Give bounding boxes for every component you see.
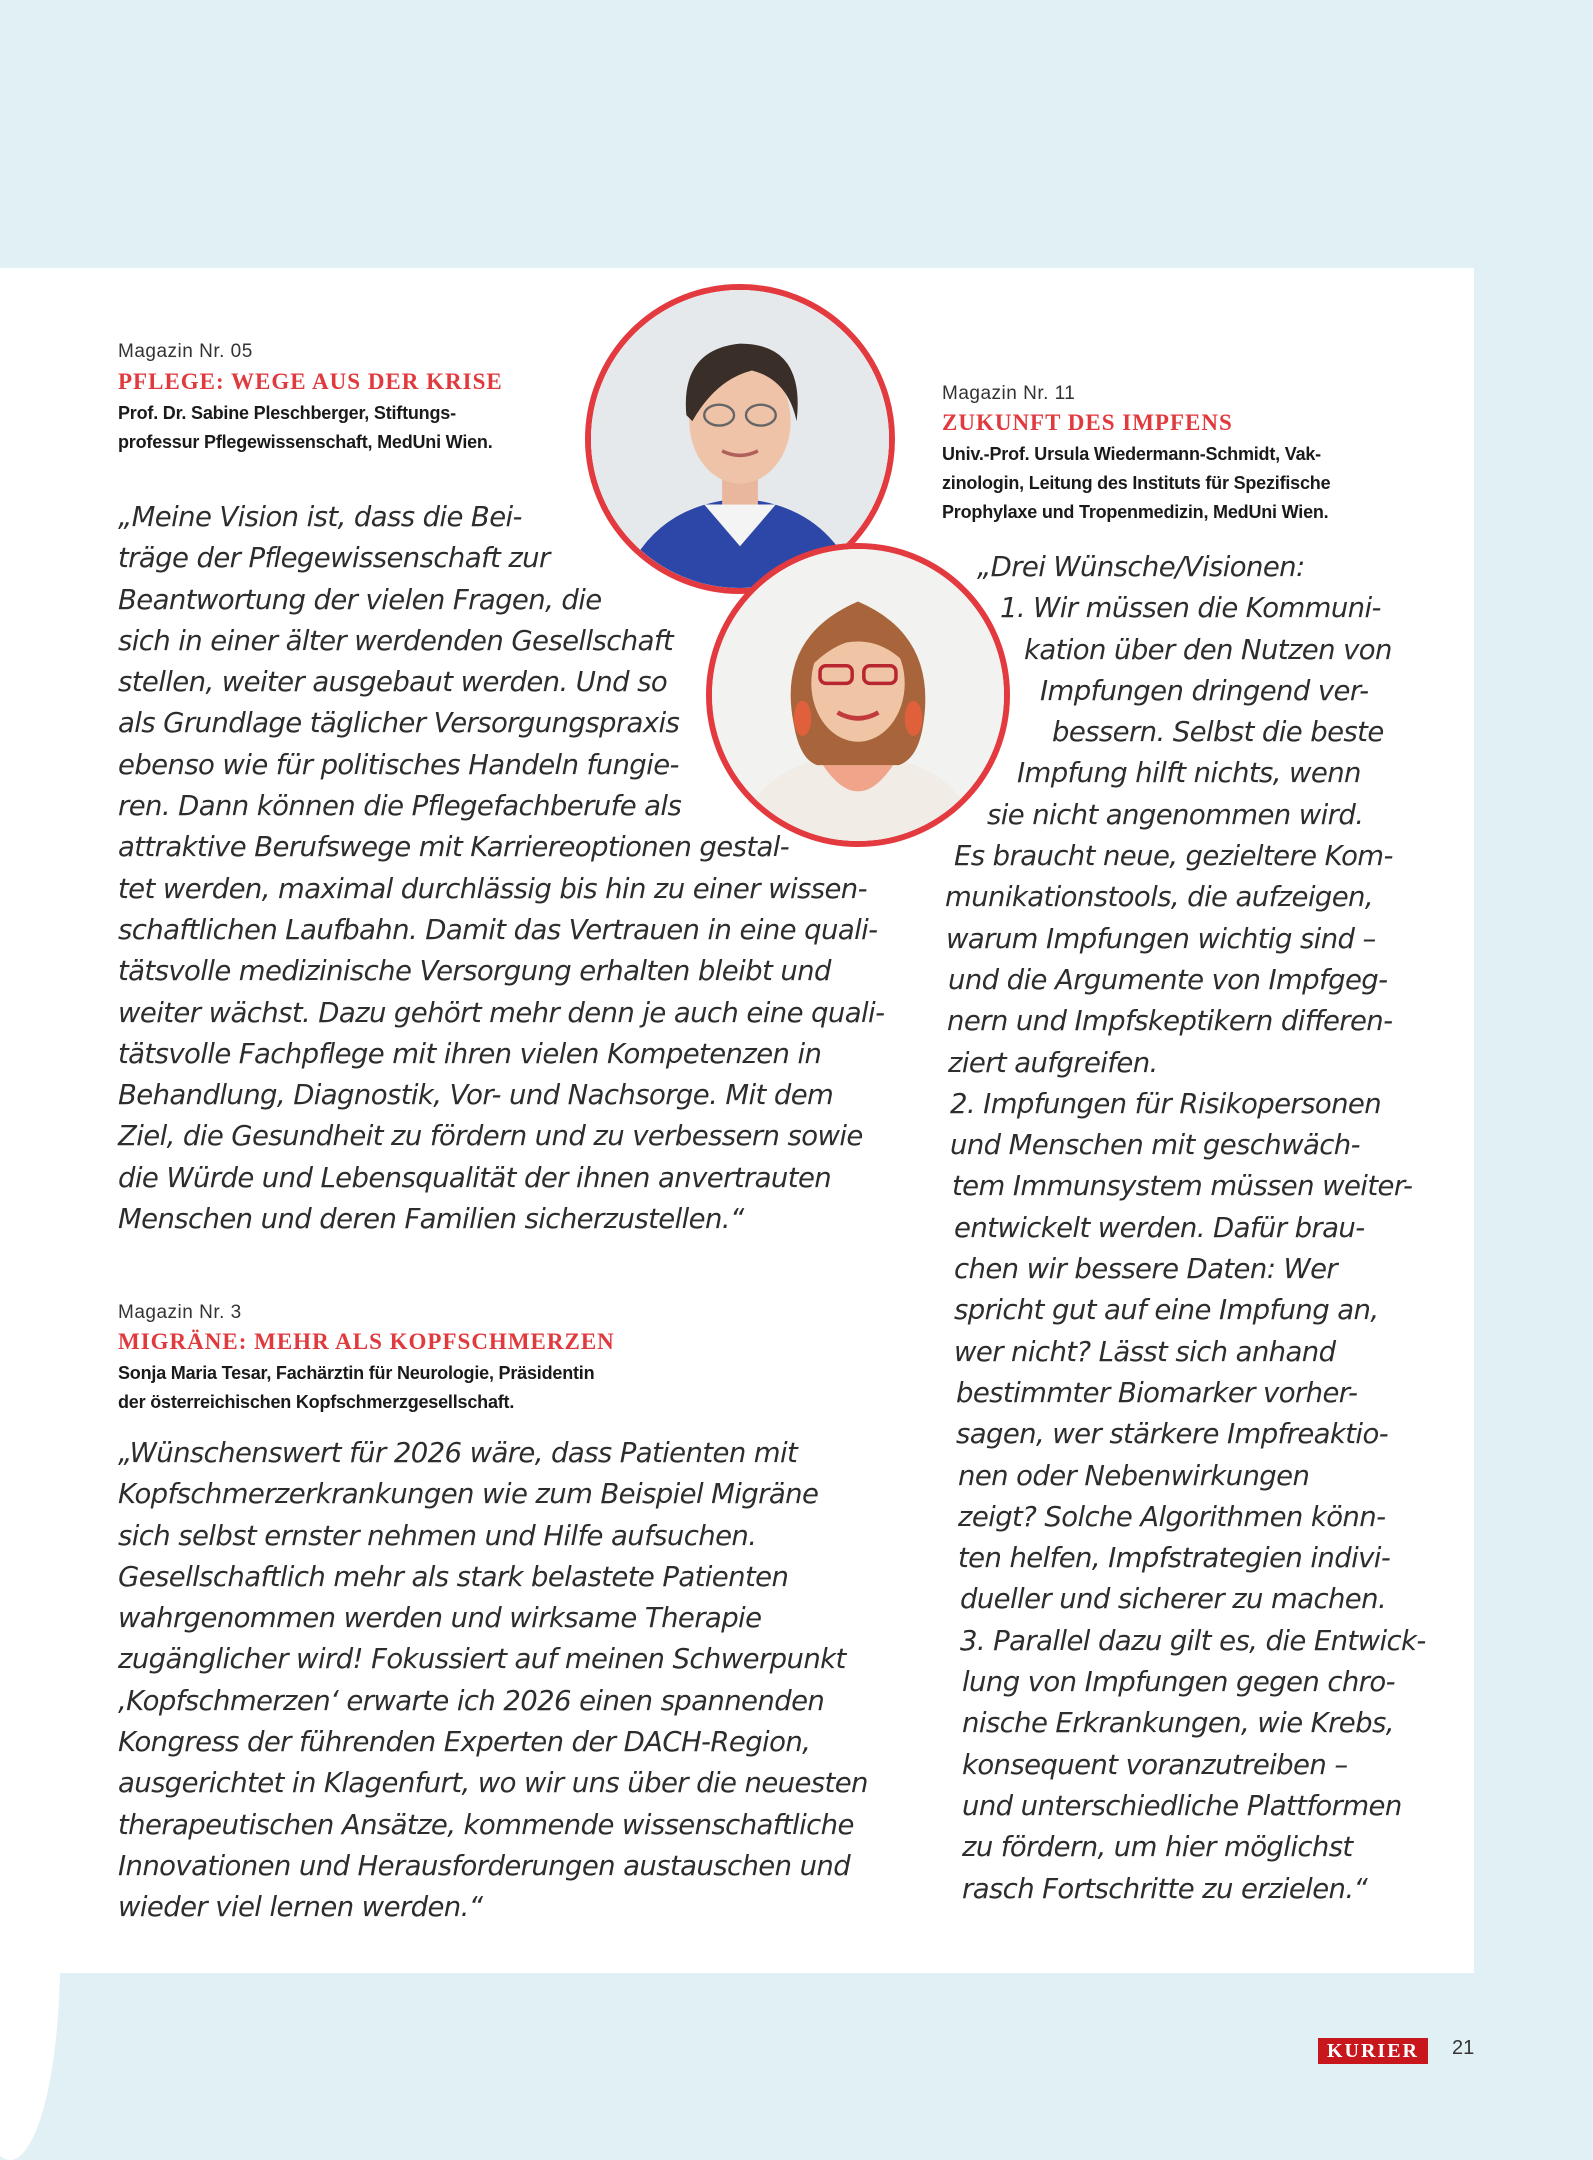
quote-line: „Wünschenswert für 2026 wäre, dass Patienten mit: [118, 1437, 798, 1469]
quote-line: Beantwortung der vielen Fragen, die: [118, 583, 602, 616]
quote-line: ren. Dann können die Pflegefachberufe als: [118, 790, 682, 823]
quote-line: tätsvolle Fachpflege mit ihren vielen Kompetenzen in: [118, 1037, 822, 1070]
quote-line: nern und Impfskeptikern differen-: [947, 1005, 1393, 1038]
quote-line: „Meine Vision ist, dass die Bei-: [118, 501, 522, 533]
quote-line: kation über den Nutzen von: [1024, 633, 1392, 666]
quote-line: konsequent voranzutreiben –: [962, 1748, 1348, 1781]
quote-line: ‚Kopfschmerzen‘ erwarte ich 2026 einen spannenden: [118, 1684, 825, 1717]
quote-line: rasch Fortschritte zu erzielen.“: [962, 1872, 1368, 1905]
quote-line: 3. Parallel dazu gilt es, die Entwick-: [960, 1624, 1426, 1657]
quote-line: Impfungen dringend ver-: [1040, 674, 1369, 707]
quote-line: nen oder Nebenwirkungen: [958, 1459, 1310, 1492]
quote-line: als Grundlage täglicher Versorgungspraxis: [118, 707, 680, 740]
quote-line: ebenso wie für politisches Handeln fungie-: [118, 748, 679, 781]
quote-line: entwickelt werden. Dafür brau-: [954, 1211, 1365, 1244]
quote-line: Gesellschaftlich mehr als stark belastete Patienten: [118, 1560, 789, 1593]
quote-line: stellen, weiter ausgebaut werden. Und so: [118, 666, 668, 699]
byline-impfen: Univ.-Prof. Ursula Wiedermann-Schmidt, Vak- zinologin, Leitung des Instituts für Spezifische Prophylaxe und Tropenmedizin, MedUni Wien.: [942, 444, 1331, 522]
quote-line: munikationstools, die aufzeigen,: [945, 881, 1374, 914]
quote-line: wahrgenommen werden und wirksame Therapie: [118, 1602, 762, 1635]
quote-line: ziert aufgreifen.: [948, 1046, 1158, 1079]
quote-line: chen wir bessere Daten: Wer: [954, 1253, 1338, 1286]
quote-line: bestimmter Biomarker vorher-: [956, 1376, 1358, 1409]
quote-line: ten helfen, Impfstrategien indivi-: [958, 1542, 1391, 1575]
quote-line: sich in einer älter werdenden Gesellschaft: [118, 624, 674, 657]
quote-line: tem Immunsystem müssen weiter-: [952, 1170, 1413, 1203]
quote-line: die Würde und Lebensqualität der ihnen anvertrauten: [118, 1161, 832, 1194]
quote-line: bessern. Selbst die beste: [1052, 716, 1384, 749]
quote-line: Menschen und deren Familien sicherzustellen.“: [118, 1203, 744, 1236]
quote-line: Innovationen und Herausforderungen austauschen und: [118, 1849, 851, 1882]
quote-line: zu fördern, um hier möglichst: [962, 1831, 1353, 1864]
quote-line: und die Argumente von Impfgeg-: [948, 963, 1388, 996]
quote-line: Es braucht neue, gezieltere Kom-: [954, 840, 1393, 873]
quote-line: 1. Wir müssen die Kommuni-: [1000, 592, 1381, 625]
page-number: 21: [1452, 2037, 1475, 2059]
kurier-logo: KURIER: [1318, 2038, 1428, 2064]
quote-line: schaftlichen Laufbahn. Damit das Vertrauen in eine quali-: [118, 913, 878, 946]
quote-line: und unterschiedliche Plattformen: [962, 1789, 1402, 1822]
quote-line: attraktive Berufswege mit Karriereoptionen gestal-: [118, 831, 790, 864]
quote-line: Kongress der führenden Experten der DACH-Region,: [118, 1726, 811, 1759]
quote-line: nische Erkrankungen, wie Krebs,: [962, 1707, 1394, 1740]
quote-line: Ziel, die Gesundheit zu fördern und zu verbessern sowie: [118, 1120, 863, 1153]
quote-line: Impfung hilft nichts, wenn: [1017, 757, 1361, 790]
quote-line: 2. Impfungen für Risikopersonen: [950, 1087, 1382, 1120]
quote-line: wer nicht? Lässt sich anhand: [954, 1335, 1336, 1368]
quote-line: dueller und sicherer zu machen.: [960, 1583, 1387, 1616]
quote-line: therapeutischen Ansätze, kommende wissenschaftliche: [118, 1808, 854, 1841]
quote-line: spricht gut auf eine Impfung an,: [954, 1294, 1379, 1327]
quote-line: „Drei Wünsche/Visionen:: [977, 551, 1305, 583]
magazine-label-1: Magazin Nr. 05: [118, 341, 253, 362]
quote-migraene: [118, 1433, 868, 1929]
quote-line: sie nicht angenommen wird.: [987, 798, 1364, 831]
quote-line: tet werden, maximal durchlässig bis hin zu einer wissen-: [118, 872, 867, 905]
quote-line: träge der Pflegewissenschaft zur: [118, 542, 550, 575]
quote-line: warum Impfungen wichtig sind –: [946, 922, 1376, 955]
quote-line: Kopfschmerzerkrankungen wie zum Beispiel Migräne: [118, 1478, 819, 1511]
byline-migraene: Sonja Maria Tesar, Fachärztin für Neurologie, Präsidentin der österreichischen Kopfschmerzgesellschaft.: [118, 1363, 595, 1412]
quote-line: tätsvolle medizinische Versorgung erhalten bleibt und: [118, 955, 831, 988]
quote-line: weiter wächst. Dazu gehört mehr denn je auch eine quali-: [118, 996, 885, 1029]
headline-impfen: ZUKUNFT DES IMPFENS: [942, 410, 1233, 435]
quote-line: Behandlung, Diagnostik, Vor- und Nachsorge. Mit dem: [118, 1079, 834, 1112]
quote-line: lung von Impfungen gegen chro-: [962, 1666, 1395, 1699]
quote-line: ausgerichtet in Klagenfurt, wo wir uns über die neuesten: [118, 1767, 868, 1800]
magazine-label-2: Magazin Nr. 3: [118, 1302, 242, 1323]
byline-pflege: Prof. Dr. Sabine Pleschberger, Stiftungs- professur Pflegewissenschaft, MedUni Wien.: [118, 403, 493, 452]
magazine-label-3: Magazin Nr. 11: [942, 383, 1076, 404]
portrait-wiedermann-schmidt: [706, 543, 1010, 847]
quote-line: sagen, wer stärkere Impfreaktio-: [956, 1418, 1389, 1451]
quote-line: und Menschen mit geschwäch-: [950, 1129, 1360, 1162]
quote-line: zugänglicher wird! Fokussiert auf meinen Schwerpunkt: [118, 1643, 846, 1676]
quote-line: wieder viel lernen werden.“: [118, 1891, 483, 1924]
quote-line: zeigt? Solche Algorithmen könn-: [958, 1500, 1386, 1533]
headline-migraene: MIGRÄNE: MEHR ALS KOPFSCHMERZEN: [118, 1329, 615, 1354]
quote-line: sich selbst ernster nehmen und Hilfe aufsuchen.: [118, 1519, 757, 1552]
quote-impfen: [942, 547, 1426, 1910]
headline-pflege: PFLEGE: WEGE AUS DER KRISE: [118, 369, 503, 394]
